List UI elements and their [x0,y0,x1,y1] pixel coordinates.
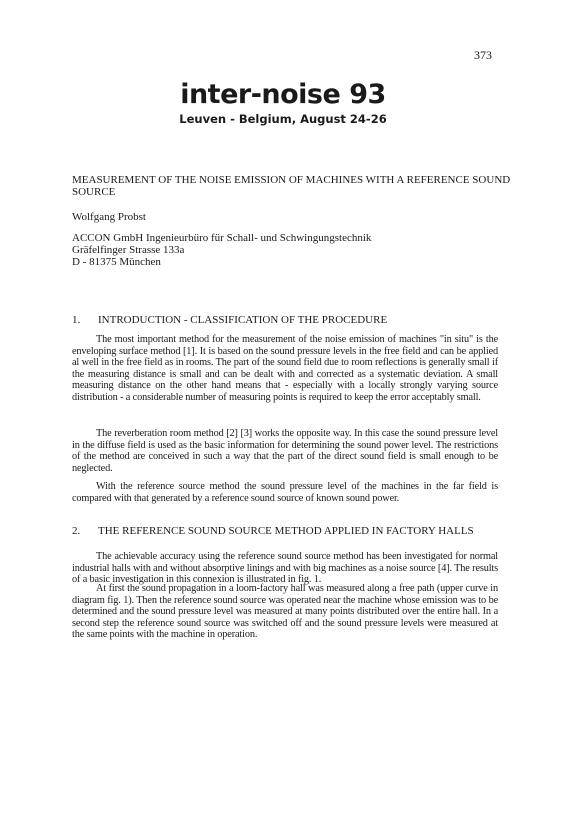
paper-title: MEASUREMENT OF THE NOISE EMISSION OF MACHINES WITH A REFERENCE SOUND SOURCE [72,174,511,198]
affiliation-line: ACCON GmbH Ingenieurbüro für Schall- und Schwingungstechnik [72,232,372,244]
conference-title: inter-noise 93 [180,79,386,110]
author-affiliation [72,232,371,268]
section-number: 1. [72,314,81,326]
section-heading [72,314,512,326]
body-paragraph: The achievable accuracy using the reference sound source method has been investigated for normal industrial halls with and without absorptive linings and with big machines as a noise source [4]. The results of a basic investigation in this connexion is illustrated in fig. 1. [72,551,498,585]
section-number: 2. [72,525,81,537]
section-heading [72,525,512,537]
page-number: 373 [474,48,492,62]
author-name: Wolfgang Probst [72,211,146,223]
section-title: THE REFERENCE SOUND SOURCE METHOD APPLIED IN FACTORY HALLS [98,525,474,537]
affiliation-line: D - 81375 München [72,256,161,268]
body-paragraph: The most important method for the measurement of the noise emission of machines "in situ" is the enveloping surface method [1]. It is based on the sound pressure levels in the free field and can be applied al well in the free field as in rooms. The part of the sound field due to room reflections is generally small if the measuring distance is small and can be dealt with and corrected as a systematic deviation. A small measuring distance on the other hand means that - especially with a locally strongly varying source distribution - a considerable number of measuring points is required to keep the error acceptably small. [72,334,498,403]
conference-subtitle: Leuven - Belgium, August 24-26 [179,112,387,126]
body-paragraph: The reverberation room method [2] [3] works the opposite way. In this case the sound pressure level in the diffuse field is used as the basic information for determining the sound power level. The restrictions of the method are conceived in such a way that the part of the direct sound field is small enough to be neglected. [72,428,498,474]
affiliation-line: Gräfelfinger Strasse 133a [72,244,185,256]
body-paragraph: With the reference source method the sound pressure level of the machines in the far field is compared with that generated by a reference sound source of known sound power. [72,481,498,504]
section-title: INTRODUCTION - CLASSIFICATION OF THE PROCEDURE [98,314,388,326]
body-paragraph: At first the sound propagation in a loom-factory hall was measured along a free path (upper curve in diagram fig. 1). Then the reference sound source was operated near the machine whose emission was to be determined and the sound pressure level was measured at many points distributed over the entire hall. In a second step the reference sound source was switched off and the sound pressure levels were measured at the same points with the machine in operation. [72,583,498,640]
